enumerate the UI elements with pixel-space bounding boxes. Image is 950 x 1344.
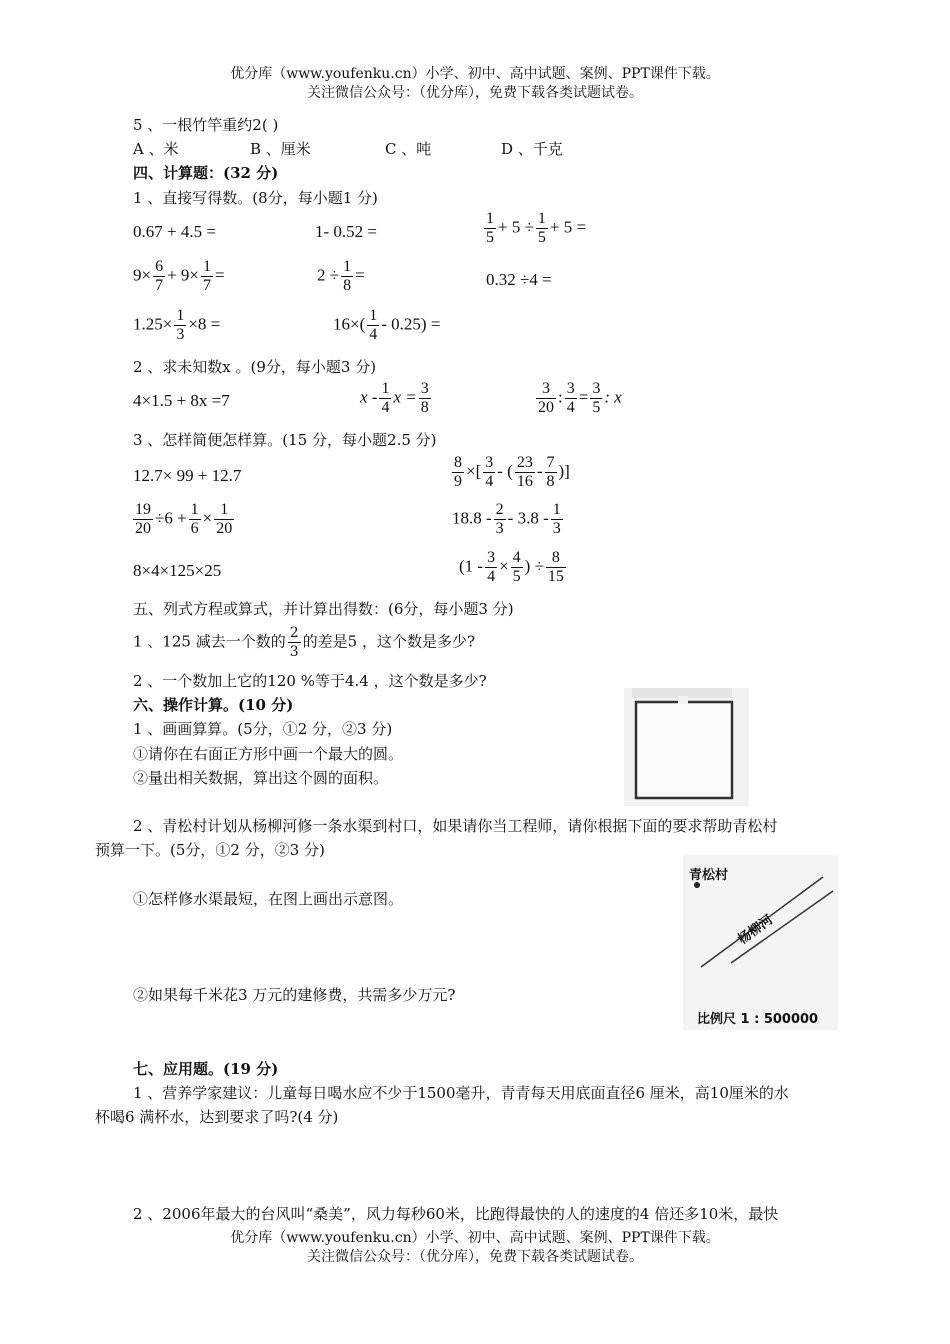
section7-title: 七、应用题。(19 分) [133,1060,279,1078]
map-figure [683,855,838,1030]
map-village-label: 青松村 [689,868,729,883]
map-scale-label: 比例尺 1 : 500000 [697,1012,819,1027]
section7-q1-line1: 1 、营养学家建议：儿童每日喝水应不少于1500毫升，青青每天用底面直径6 厘米，高10厘米的水 [133,1084,789,1102]
calc-r1c2: 1- 0.52 = [315,222,377,241]
section7-q2-line1: 2 、2006年最大的台风叫“桑美”，风力每秒60米，比跑得最快的人的速度的4 倍还多10米，最快 [133,1205,779,1223]
simplify-4: 18.8 - $\frac{2}{3}$ - 3.8 - $\frac{1}{3}$ [452,501,561,537]
calc-r1c1: 0.67 + 4.5 = [133,222,216,241]
page-header-line2: 关注微信公众号：（优分库），免费下载各类试题试卷。 [307,85,643,101]
page-footer-line2: 关注微信公众号：（优分库），免费下载各类试题试卷。 [307,1249,643,1265]
simplify-3: $\frac{19}{20}$ ÷6 + $\frac{1}{6}$ × $\frac{1}{20}$ [135,501,233,537]
q5-option-a: A 、米 [133,140,179,158]
calc-r2c2: 2 ÷ $\frac{1}{8}$ = [317,258,365,294]
q5-option-c: C 、吨 [385,140,432,158]
simplify-2: $\frac{8}{9}$ ×[ $\frac{3}{4}$ - ( $\frac{23}{16}$ - $\frac{7}{8}$ )] [454,454,570,490]
equation-3: $\frac{3}{20}$ : $\frac{3}{4}$ = $\frac{3}{5}$ : x [538,380,622,416]
section6-sub1-b: ②量出相关数据，算出这个圆的面积。 [133,769,389,787]
section5-q2: 2 、一个数加上它的120 %等于4.4 ，这个数是多少? [133,672,487,690]
calc-r3c2: 16×( $\frac{1}{4}$ - 0.25) = [333,307,441,343]
calc-r2c1: 9× $\frac{6}{7}$ + 9× $\frac{1}{7}$ = [133,258,225,294]
q5-option-d: D 、千克 [501,140,563,158]
q5-stem: 5 、一根竹竿重约2( ) [133,116,279,134]
simplify-6: (1 - $\frac{3}{4}$ × $\frac{4}{5}$ ) ÷ $\frac{8}{15}$ [459,549,564,585]
map-river-label: 杨柳河 [735,912,776,948]
section4-title: 四、计算题：(32 分) [133,164,279,182]
simplify-1: 12.7× 99 + 12.7 [133,466,242,485]
page-footer-line1: 优分库（www.youfenku.cn）小学、初中、高中试题、案例、PPT课件下载。 [230,1230,720,1246]
calc-r1c3: $\frac{1}{5}$ + 5 ÷ $\frac{1}{5}$ + 5 = [486,210,587,246]
section4-sub3: 3 、怎样简便怎样算。(15 分，每小题2.5 分) [133,431,437,449]
simplify-5: 8×4×125×25 [133,561,222,580]
equation-1: 4×1.5 + 8x =7 [133,391,230,410]
section5-q1: 1 、125 减去一个数的 $\frac{2}{3}$ 的差是5 ，这个数是多少? [133,625,475,660]
section6-sub2-line1: 2 、青松村计划从杨柳河修一条水渠到村口，如果请你当工程师，请你根据下面的要求帮助青松村 [133,817,778,835]
section6-sub2-a: ①怎样修水渠最短，在图上画出示意图。 [133,890,404,908]
section6-sub2-b: ②如果每千米花3 万元的建修费，共需多少万元? [133,986,456,1004]
section4-sub1: 1 、直接写得数。(8分，每小题1 分) [133,189,378,207]
section5-title: 五、列式方程或算式，并计算出得数：(6分，每小题3 分) [133,600,514,618]
section6-title: 六、操作计算。(10 分) [133,696,294,714]
section7-q1-line2: 杯喝6 满杯水，达到要求了吗?(4 分) [95,1108,339,1126]
section6-sub2-line2: 预算一下。(5分，①2 分，②3 分) [95,841,325,859]
equation-2: x - $\frac{1}{4}$ x = $\frac{3}{8}$ [360,380,429,416]
calc-r3c1: 1.25× $\frac{1}{3}$ ×8 = [133,307,221,343]
calc-r2c3: 0.32 ÷4 = [486,270,552,289]
square-figure [624,688,749,806]
page-header-line1: 优分库（www.youfenku.cn）小学、初中、高中试题、案例、PPT课件下载。 [230,66,720,82]
q5-option-b: B 、厘米 [250,140,311,158]
section6-sub1: 1 、画画算算。(5分，①2 分，②3 分) [133,720,393,738]
section4-sub2: 2 、求未知数x 。(9分，每小题3 分) [133,358,377,376]
section6-sub1-a: ①请你在右面正方形中画一个最大的圆。 [133,745,404,763]
